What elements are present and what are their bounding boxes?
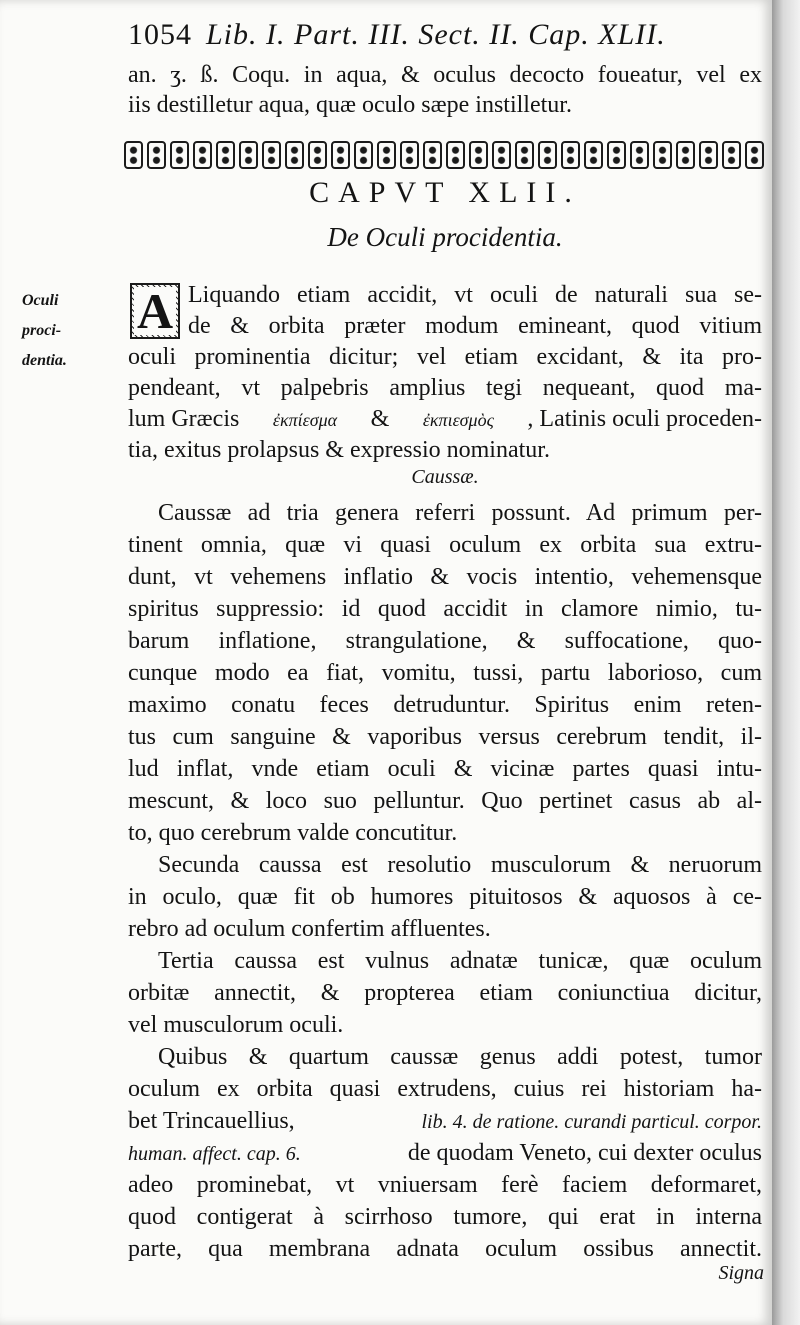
ornament-unit [446,141,465,169]
text-line: oculum ex orbita quasi extrudens, cuius rei historiam ha- [128,1076,762,1102]
ornament-unit [308,141,327,169]
text-line: in oculo, quæ fit ob humores pituitosos & aquosos à ce- [128,884,762,910]
chapter-title: CAPVT XLII. [309,176,581,209]
text-line: tia, exitus prolapsus & expressio nominatur. [128,437,550,463]
greek-term: ἐκπιεσμὸς [422,410,494,430]
ornament-unit [193,141,212,169]
text-line: dunt, vt vehemens inflatio & vocis intentio, vehemensque [128,564,762,590]
ornament-unit [584,141,603,169]
ornament-unit [538,141,557,169]
margin-note-line: Oculi [22,292,59,309]
ornament-unit [377,141,396,169]
ornament-unit [216,141,235,169]
text-line: tinent omnia, quæ vi quasi oculum ex orbita sua extru- [128,532,762,558]
running-head [128,18,728,52]
ornament-unit [262,141,281,169]
text-line: Tertia caussa est vulnus adnatæ tunicæ, quæ oculum [158,948,762,974]
text-line: lud inflat, vnde etiam oculi & vicinæ partes quasi intu- [128,756,762,782]
chapter-subtitle: De Oculi procidentia. [327,222,563,252]
text-line: Quibus & quartum caussæ genus addi potest, tumor [158,1044,762,1070]
running-title: Lib. I. Part. III. Sect. II. Cap. XLII. [206,18,666,51]
margin-note-line: dentia. [22,352,67,369]
ornament-unit [423,141,442,169]
ornament-unit [630,141,649,169]
ornament-unit [285,141,304,169]
text-line: barum inflatione, strangulatione, & suffocatione, quo- [128,628,762,654]
greek-term: ἐκπίεσμα [272,410,338,430]
ornament-unit [676,141,695,169]
text-line: parte, qua membrana adnata oculum ossibus annectit. [128,1236,762,1262]
text-line: pendeant, vt palpebris amplius tegi nequeant, quod ma- [128,375,762,401]
text-line: adeo prominebat, vt vniuersam ferè faciem deformaret, [128,1172,762,1198]
text-line: de & orbita præter modum emineant, quod vitium [188,313,762,339]
text-line: iis destilletur aqua, quæ oculo sæpe instilletur. [128,92,572,118]
ornament-unit [492,141,511,169]
ornament-unit [722,141,741,169]
ornament-unit [745,141,764,169]
text-line: human. affect. cap. 6. de quodam Veneto, cui dexter oculus [128,1138,762,1169]
section-heading: Caussæ. [411,466,479,488]
ornament-unit [124,141,143,169]
ornament-border [124,138,764,172]
ornament-unit [170,141,189,169]
ornament-unit [331,141,350,169]
text-line: rebro ad oculum confertim affluentes. [128,916,491,942]
text-line: Liquando etiam accidit, vt oculi de naturali sua se- [188,282,762,308]
ornament-unit [515,141,534,169]
ornament-unit [400,141,419,169]
text-line: vel musculorum oculi. [128,1012,344,1038]
citation: human. affect. cap. 6. [128,1143,301,1165]
text-line: spiritus suppressio: id quod accidit in clamore nimio, tu- [128,596,762,622]
ornament-unit [607,141,626,169]
margin-note [22,286,122,376]
text-line: maximo conatu feces detruduntur. Spiritus enim reten- [128,692,762,718]
text-line: lum Græcis ἐκπίεσμα & ἐκπιεσμὸς , Latinis oculi proceden- [128,404,762,435]
margin-note-line: proci- [22,322,62,339]
drop-cap: A [130,283,180,339]
citation: lib. 4. de ratione. curandi particul. corpor. [421,1111,762,1133]
ornament-unit [147,141,166,169]
ornament-unit [561,141,580,169]
ornament-unit [699,141,718,169]
ornament-unit [469,141,488,169]
text-line: quod contigerat à scirrhoso tumore, qui erat in interna [128,1204,762,1230]
text-line: tus cum sanguine & vaporibus versus cerebrum tendit, il- [128,724,762,750]
ornament-unit [653,141,672,169]
text-line: to, quo cerebrum valde concutitur. [128,820,458,846]
page-edge [772,0,800,1325]
text-line: oculi prominentia dicitur; vel etiam excidant, & ita pro- [128,344,762,370]
text-line: Secunda caussa est resolutio musculorum & neruorum [158,852,762,878]
catchword: Signa [718,1262,764,1284]
text-line: an. ʒ. ß. Coqu. in aqua, & oculus decocto foueatur, vel ex [128,62,762,88]
text-line: orbitæ annectit, & propterea etiam coniunctiua dicitur, [128,980,762,1006]
text-line: cunque modo ea fiat, vomitu, tussi, partu laborioso, cum [128,660,762,686]
text-line: Caussæ ad tria genera referri possunt. Ad primum per- [158,500,762,526]
page-number: 1054 [128,18,192,51]
ornament-unit [239,141,258,169]
ornament-unit [354,141,373,169]
text-line: bet Trincauellius, lib. 4. de ratione. curandi particul. corpor. [128,1106,762,1137]
text-line: mescunt, & loco suo pelluntur. Quo pertinet casus ab al- [128,788,762,814]
